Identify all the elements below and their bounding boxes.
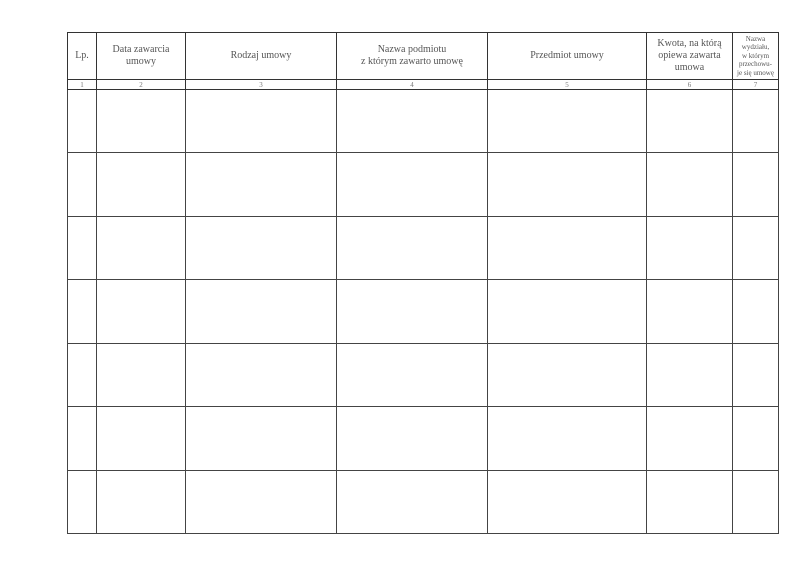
column-number: 3 bbox=[186, 80, 337, 90]
empty-cell bbox=[68, 280, 97, 343]
empty-cell bbox=[186, 90, 337, 153]
empty-cell bbox=[647, 470, 733, 533]
empty-cell bbox=[337, 343, 488, 406]
header-contract-subject: Przedmiot umowy bbox=[488, 33, 647, 80]
empty-cell bbox=[733, 407, 779, 470]
empty-cell bbox=[97, 280, 186, 343]
empty-cell bbox=[68, 216, 97, 279]
empty-cell bbox=[337, 153, 488, 216]
header-counterparty-name: Nazwa podmiotu z którym zawarto umowę bbox=[337, 33, 488, 80]
header-lp: Lp. bbox=[68, 33, 97, 80]
empty-cell bbox=[68, 343, 97, 406]
empty-cell bbox=[733, 280, 779, 343]
empty-cell bbox=[647, 90, 733, 153]
column-number: 4 bbox=[337, 80, 488, 90]
table-row bbox=[68, 216, 779, 279]
empty-cell bbox=[97, 470, 186, 533]
empty-cell bbox=[186, 216, 337, 279]
empty-cell bbox=[488, 343, 647, 406]
empty-cell bbox=[97, 153, 186, 216]
table-row bbox=[68, 90, 779, 153]
empty-cell bbox=[97, 407, 186, 470]
column-number: 1 bbox=[68, 80, 97, 90]
empty-cell bbox=[68, 90, 97, 153]
header-row bbox=[68, 33, 779, 80]
empty-cell bbox=[733, 90, 779, 153]
empty-cell bbox=[488, 280, 647, 343]
empty-cell bbox=[186, 407, 337, 470]
column-number: 5 bbox=[488, 80, 647, 90]
header-contract-date: Data zawarcia umowy bbox=[97, 33, 186, 80]
empty-cell bbox=[97, 90, 186, 153]
column-number: 2 bbox=[97, 80, 186, 90]
empty-cell bbox=[97, 216, 186, 279]
empty-cell bbox=[733, 470, 779, 533]
empty-cell bbox=[337, 407, 488, 470]
empty-cell bbox=[733, 153, 779, 216]
empty-cell bbox=[647, 280, 733, 343]
header-department-name: Nazwa wydziału, w którym przechowu- je się umowę bbox=[733, 33, 779, 80]
empty-cell bbox=[647, 343, 733, 406]
empty-cell bbox=[337, 470, 488, 533]
empty-cell bbox=[488, 216, 647, 279]
column-number: 6 bbox=[647, 80, 733, 90]
table-row bbox=[68, 470, 779, 533]
empty-cell bbox=[647, 407, 733, 470]
table-row bbox=[68, 280, 779, 343]
table-body bbox=[68, 90, 779, 534]
empty-cell bbox=[186, 343, 337, 406]
header-contract-type: Rodzaj umowy bbox=[186, 33, 337, 80]
column-number-row bbox=[68, 80, 779, 90]
empty-cell bbox=[488, 407, 647, 470]
empty-cell bbox=[186, 470, 337, 533]
empty-cell bbox=[647, 153, 733, 216]
empty-cell bbox=[488, 470, 647, 533]
empty-cell bbox=[68, 470, 97, 533]
empty-cell bbox=[647, 216, 733, 279]
empty-cell bbox=[68, 153, 97, 216]
empty-cell bbox=[186, 280, 337, 343]
empty-cell bbox=[488, 90, 647, 153]
empty-cell bbox=[186, 153, 337, 216]
column-number: 7 bbox=[733, 80, 779, 90]
header-contract-amount: Kwota, na którą opiewa zawarta umowa bbox=[647, 33, 733, 80]
table-row bbox=[68, 153, 779, 216]
empty-cell bbox=[337, 280, 488, 343]
empty-cell bbox=[337, 216, 488, 279]
table-row bbox=[68, 343, 779, 406]
empty-cell bbox=[337, 90, 488, 153]
empty-cell bbox=[733, 216, 779, 279]
empty-cell bbox=[97, 343, 186, 406]
empty-cell bbox=[488, 153, 647, 216]
empty-cell bbox=[733, 343, 779, 406]
empty-cell bbox=[68, 407, 97, 470]
table-row bbox=[68, 407, 779, 470]
contract-register-table bbox=[67, 32, 779, 534]
